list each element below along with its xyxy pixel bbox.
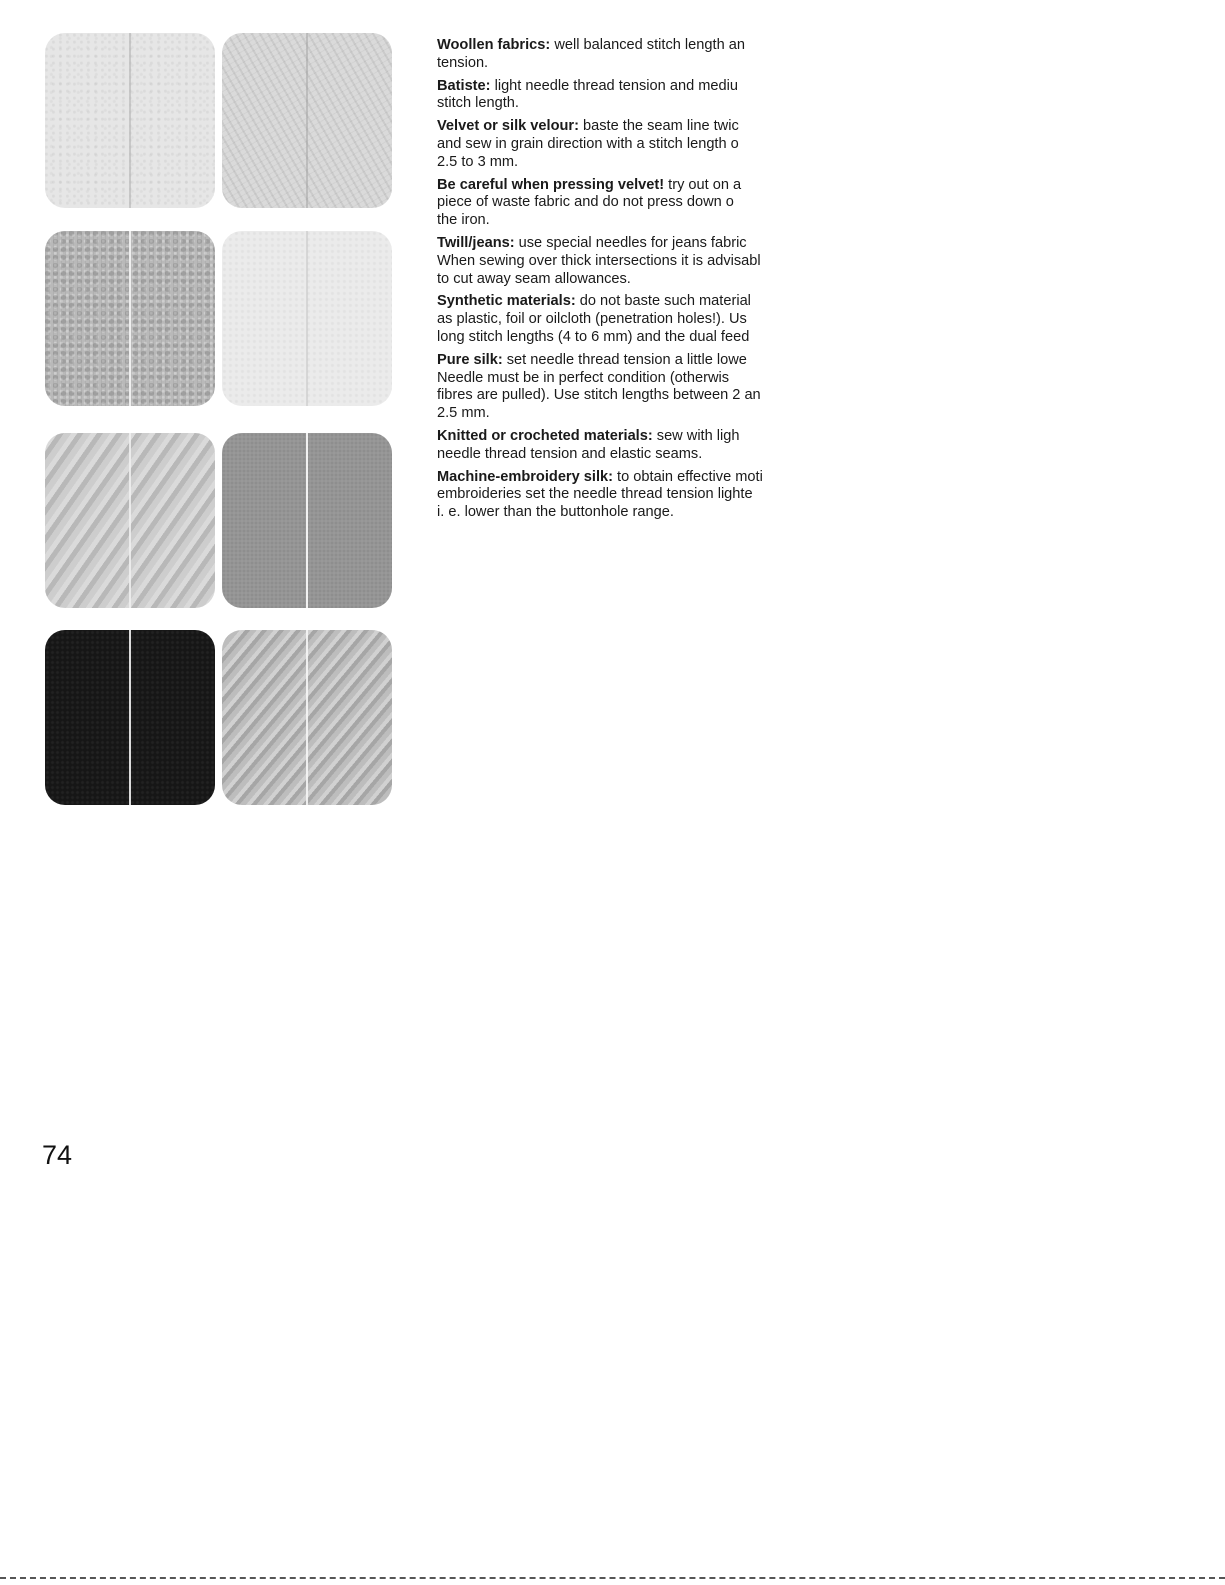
silk-swatch bbox=[222, 231, 392, 406]
seam-line bbox=[129, 433, 131, 608]
seam-line bbox=[129, 33, 131, 208]
paragraph-line: embroideries set the needle thread tension lighte bbox=[437, 486, 753, 503]
paragraph-line: i. e. lower than the buttonhole range. bbox=[437, 504, 674, 521]
seam-line bbox=[129, 630, 131, 805]
paragraph-pure-silk bbox=[437, 352, 799, 423]
paragraph-text: sew with ligh bbox=[652, 427, 740, 444]
paragraph-line: 2.5 mm. bbox=[437, 405, 490, 422]
paragraph-text: use special needles for jeans fabric bbox=[514, 234, 747, 251]
paragraph-line bbox=[437, 428, 799, 446]
paragraph-synthetic bbox=[437, 293, 799, 346]
paragraph-line: to cut away seam allowances. bbox=[437, 270, 631, 287]
knitted-swatch bbox=[222, 630, 392, 805]
paragraph-knitted bbox=[437, 428, 799, 464]
paragraph-term: Woollen fabrics: bbox=[437, 37, 551, 53]
paragraph-woollen bbox=[437, 37, 799, 73]
velvet-swatch bbox=[45, 231, 215, 406]
paragraph-text: baste the seam line twic bbox=[578, 118, 739, 135]
page-bottom-edge bbox=[0, 1577, 1225, 1579]
page-number: 74 bbox=[42, 1140, 73, 1170]
dark-fabric-swatch bbox=[45, 630, 215, 805]
paragraph-term: Be careful when pressing velvet! bbox=[437, 176, 665, 193]
paragraph-line bbox=[437, 177, 799, 195]
paragraph-line bbox=[437, 469, 799, 487]
paragraph-text: try out on a bbox=[664, 176, 742, 193]
paragraph-line: tension. bbox=[437, 54, 489, 71]
paragraph-line: When sewing over thick intersections it is advisabl bbox=[437, 252, 761, 269]
paragraph-text: do not baste such material bbox=[575, 293, 751, 310]
paragraph-text: light needle thread tension and mediu bbox=[490, 77, 738, 94]
paragraph-line bbox=[437, 235, 799, 253]
seam-line bbox=[306, 231, 308, 406]
paragraph-text: to obtain effective moti bbox=[613, 468, 763, 485]
seam-line bbox=[306, 33, 308, 208]
twill-jeans-swatch bbox=[45, 433, 215, 608]
paragraph-line: 2.5 to 3 mm. bbox=[437, 153, 519, 170]
paragraph-line: long stitch lengths (4 to 6 mm) and the dual feed bbox=[437, 328, 750, 345]
paragraph-term: Synthetic materials: bbox=[437, 293, 576, 310]
paragraph-line bbox=[437, 352, 799, 370]
paragraph-embroidery-silk bbox=[437, 469, 799, 522]
paragraph-term: Pure silk: bbox=[437, 351, 503, 368]
paragraph-line: Needle must be in perfect condition (otherwis bbox=[437, 369, 730, 386]
paragraph-term: Knitted or crocheted materials: bbox=[437, 427, 653, 444]
paragraph-line: stitch length. bbox=[437, 95, 519, 112]
woollen-fabric-swatch bbox=[45, 33, 215, 208]
paragraph-line bbox=[437, 118, 799, 136]
paragraph-line: the iron. bbox=[437, 212, 490, 229]
paragraph-batiste bbox=[437, 78, 799, 114]
paragraph-line bbox=[437, 293, 799, 311]
fabric-instructions-column bbox=[437, 37, 799, 527]
paragraph-text: well balanced stitch length an bbox=[550, 37, 745, 53]
synthetic-swatch bbox=[222, 433, 392, 608]
paragraph-line bbox=[437, 37, 799, 55]
paragraph-term: Machine-embroidery silk: bbox=[437, 468, 613, 485]
paragraph-term: Velvet or silk velour: bbox=[437, 118, 579, 135]
paragraph-term: Twill/jeans: bbox=[437, 234, 515, 251]
paragraph-line: fibres are pulled). Use stitch lengths between 2 an bbox=[437, 387, 761, 404]
fabric-swatch-grid bbox=[45, 33, 397, 808]
paragraph-twill-jeans bbox=[437, 235, 799, 288]
paragraph-text: set needle thread tension a little lowe bbox=[502, 351, 747, 368]
batiste-swatch bbox=[222, 33, 392, 208]
paragraph-pressing-velvet bbox=[437, 177, 799, 230]
seam-line bbox=[306, 433, 308, 608]
paragraph-term: Batiste: bbox=[437, 77, 491, 94]
paragraph-line: piece of waste fabric and do not press down o bbox=[437, 194, 734, 211]
paragraph-velvet bbox=[437, 118, 799, 171]
seam-line bbox=[306, 630, 308, 805]
seam-line bbox=[129, 231, 131, 406]
paragraph-line: needle thread tension and elastic seams. bbox=[437, 445, 703, 462]
paragraph-line: as plastic, foil or oilcloth (penetration holes!). Us bbox=[437, 311, 747, 328]
paragraph-line: and sew in grain direction with a stitch length o bbox=[437, 135, 739, 152]
paragraph-line bbox=[437, 78, 799, 96]
